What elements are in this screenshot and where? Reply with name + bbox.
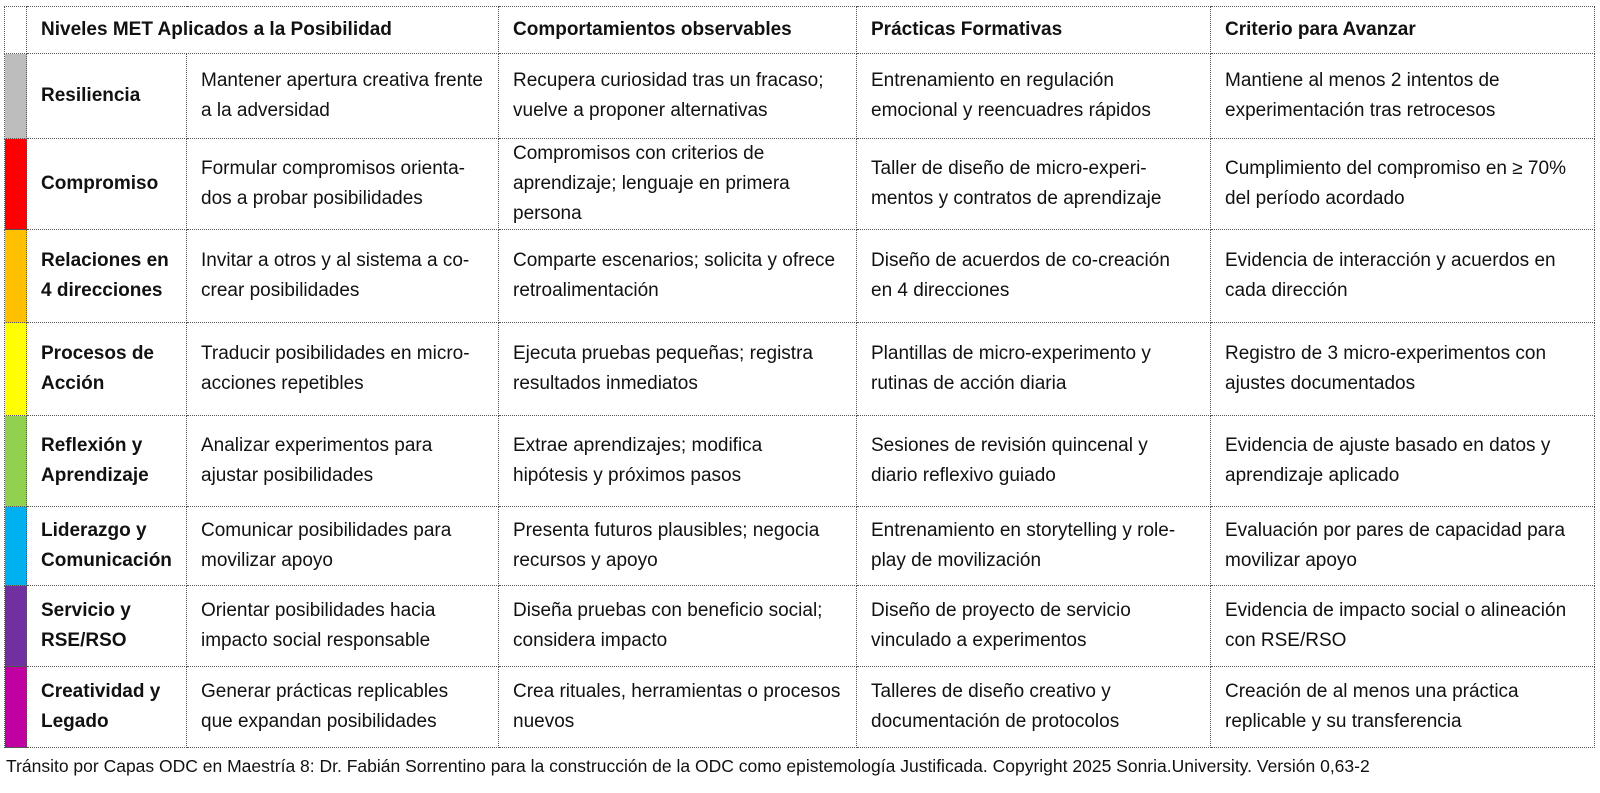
table-row-liderazgo — [5, 507, 1595, 586]
level-aim: Mantener apertura creativa frente a la adversidad — [187, 54, 499, 139]
level-practices: Entrenamiento en regulación emocional y reencuadres rápidos — [857, 54, 1211, 139]
level-name: Procesos de Acción — [27, 323, 187, 416]
level-aim: Formular compromisos orienta-dos a probar posibilidades — [187, 139, 499, 230]
header-row — [5, 7, 1595, 54]
level-color-stripe — [5, 230, 27, 323]
level-color-stripe — [5, 139, 27, 230]
level-name: Relaciones en 4 direcciones — [27, 230, 187, 323]
level-aim: Comunicar posibilidades para movilizar apoyo — [187, 507, 499, 586]
level-criterion: Creación de al menos una práctica replicable y su transferencia — [1211, 667, 1595, 748]
level-criterion: Evidencia de interacción y acuerdos en cada dirección — [1211, 230, 1595, 323]
table-row-creatividad — [5, 667, 1595, 748]
table-row-compromiso — [5, 139, 1595, 230]
level-aim: Generar prácticas replicables que expandan posibilidades — [187, 667, 499, 748]
table-row-reflexion — [5, 416, 1595, 507]
table-row-servicio — [5, 586, 1595, 667]
level-behaviors: Diseña pruebas con beneficio social; considera impacto — [499, 586, 857, 667]
level-criterion: Registro de 3 micro-experimentos con ajustes documentados — [1211, 323, 1595, 416]
header-behaviors: Comportamientos observables — [499, 7, 857, 54]
level-criterion: Evaluación por pares de capacidad para movilizar apoyo — [1211, 507, 1595, 586]
level-aim: Orientar posibilidades hacia impacto social responsable — [187, 586, 499, 667]
level-practices: Diseño de acuerdos de co-creación en 4 direcciones — [857, 230, 1211, 323]
level-name: Creatividad y Legado — [27, 667, 187, 748]
level-name: Resiliencia — [27, 54, 187, 139]
level-name: Servicio y RSE/RSO — [27, 586, 187, 667]
level-behaviors: Compromisos con criterios de aprendizaje; lenguaje en primera persona — [499, 139, 857, 230]
header-empty-cell — [5, 7, 27, 54]
level-practices: Sesiones de revisión quincenal y diario reflexivo guiado — [857, 416, 1211, 507]
level-behaviors: Extrae aprendizajes; modifica hipótesis y próximos pasos — [499, 416, 857, 507]
table-row-relaciones — [5, 230, 1595, 323]
level-color-stripe — [5, 54, 27, 139]
level-name: Compromiso — [27, 139, 187, 230]
level-practices: Entrenamiento en storytelling y role-play de movilización — [857, 507, 1211, 586]
table-row-procesos — [5, 323, 1595, 416]
level-color-stripe — [5, 667, 27, 748]
level-behaviors: Comparte escenarios; solicita y ofrece retroalimentación — [499, 230, 857, 323]
table-row-resiliencia — [5, 54, 1595, 139]
level-name: Reflexión y Aprendizaje — [27, 416, 187, 507]
level-practices: Taller de diseño de micro-experi-mentos y contratos de aprendizaje — [857, 139, 1211, 230]
level-criterion: Evidencia de ajuste basado en datos y aprendizaje aplicado — [1211, 416, 1595, 507]
level-aim: Analizar experimentos para ajustar posibilidades — [187, 416, 499, 507]
level-behaviors: Ejecuta pruebas pequeñas; registra resultados inmediatos — [499, 323, 857, 416]
met-levels-table — [4, 6, 1595, 748]
level-color-stripe — [5, 416, 27, 507]
level-criterion: Mantiene al menos 2 intentos de experimentación tras retrocesos — [1211, 54, 1595, 139]
copyright-footer: Tránsito por Capas ODC en Maestría 8: Dr. Fabián Sorrentino para la construcción de la ODC como epistemología Justificada. Copyright 2025 Sonria.University. Versión 0,63-2 — [6, 756, 1370, 776]
header-met-levels: Niveles MET Aplicados a la Posibilidad — [27, 7, 499, 54]
level-practices: Talleres de diseño creativo y documentación de protocolos — [857, 667, 1211, 748]
level-behaviors: Presenta futuros plausibles; negocia recursos y apoyo — [499, 507, 857, 586]
level-color-stripe — [5, 507, 27, 586]
level-criterion: Evidencia de impacto social o alineación con RSE/RSO — [1211, 586, 1595, 667]
header-practices: Prácticas Formativas — [857, 7, 1211, 54]
level-aim: Traducir posibilidades en micro-acciones repetibles — [187, 323, 499, 416]
level-name: Liderazgo y Comunicación — [27, 507, 187, 586]
level-practices: Diseño de proyecto de servicio vinculado a experimentos — [857, 586, 1211, 667]
level-behaviors: Crea rituales, herramientas o procesos nuevos — [499, 667, 857, 748]
level-aim: Invitar a otros y al sistema a co-crear posibilidades — [187, 230, 499, 323]
level-behaviors: Recupera curiosidad tras un fracaso; vuelve a proponer alternativas — [499, 54, 857, 139]
level-practices: Plantillas de micro-experimento y rutinas de acción diaria — [857, 323, 1211, 416]
level-color-stripe — [5, 323, 27, 416]
level-color-stripe — [5, 586, 27, 667]
header-criterion: Criterio para Avanzar — [1211, 7, 1595, 54]
level-criterion: Cumplimiento del compromiso en ≥ 70% del período acordado — [1211, 139, 1595, 230]
